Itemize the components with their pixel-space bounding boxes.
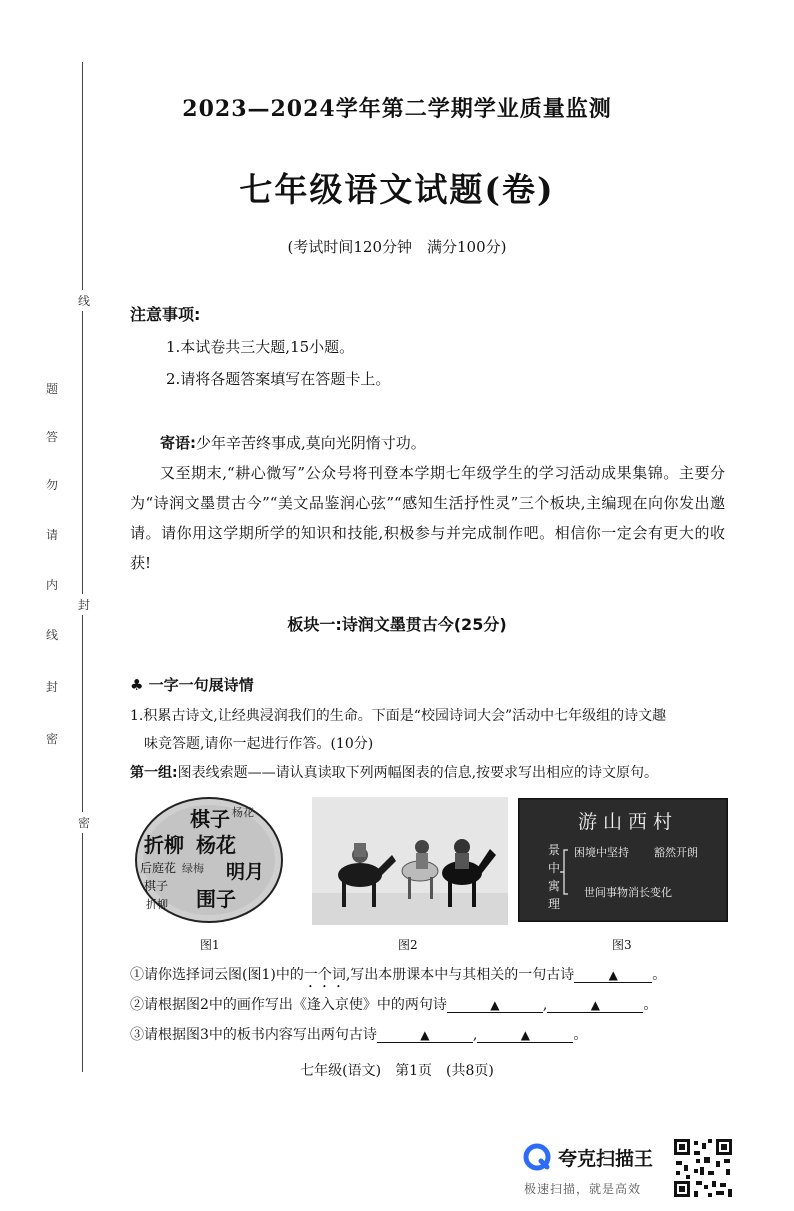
question-b-period: 。	[643, 997, 658, 1013]
binding-char-feng: 封	[78, 594, 90, 615]
board-left-char: 景	[548, 843, 561, 857]
board-left-char: 中	[548, 861, 561, 875]
exam-info: (考试时间120分钟 满分100分)	[287, 238, 507, 256]
board-title: 游山西村	[578, 811, 679, 833]
scanner-logo-icon	[522, 1142, 552, 1172]
wordcloud-word: 围子	[196, 887, 236, 911]
binding-vertical-char: 密	[46, 732, 59, 746]
binding-vertical-char: 勿	[46, 478, 59, 492]
board-line1: 困境中坚持	[574, 846, 629, 859]
question-b-text: ②请根据图2中的画作写出《逢入京使》中的两句诗	[130, 997, 447, 1013]
binding-char-mi: 密	[78, 812, 90, 833]
answer-blank[interactable]	[477, 1027, 573, 1043]
question-1	[130, 702, 730, 758]
exam-title: 七年级语文试题(卷)	[239, 170, 555, 209]
group-1-text: 图表线索题——请认真读取下列两幅图表的信息,按要求写出相应的诗文原句。	[177, 765, 659, 781]
wordcloud-word: 折柳	[146, 898, 168, 911]
answer-blank[interactable]	[447, 997, 543, 1013]
answer-blank[interactable]	[574, 967, 652, 983]
question-a-pre: ①请你选择词云图(图1)中的	[130, 967, 304, 983]
question-a-period: 。	[652, 967, 667, 983]
wordcloud-word: 明月	[226, 861, 265, 883]
question-c-comma: ,	[472, 1027, 478, 1043]
motto-text: 少年辛苦终事成,莫向光阴惰寸功。	[196, 434, 426, 452]
binding-vertical-char: 线	[46, 628, 59, 642]
binding-line	[82, 62, 83, 1072]
figure-3-blackboard	[518, 798, 728, 922]
question-c-period: 。	[573, 1027, 588, 1043]
question-1-line1: 1.积累古诗文,让经典浸润我们的生命。下面是“校园诗词大会”活动中七年级组的诗文趣	[130, 708, 667, 724]
wordcloud-word: 棋子	[190, 807, 230, 831]
figure-1-caption: 图1	[200, 938, 220, 952]
group-1-label: 第一组:	[130, 765, 178, 781]
question-a-post: ,写出本册课本中与其相关的一句古诗	[345, 967, 575, 983]
question-1-b	[130, 994, 657, 1014]
section-title: 板块一:诗润文墨贯古今(25分)	[287, 615, 507, 634]
wordcloud-word: 折柳	[144, 833, 184, 857]
binding-char-xian: 线	[78, 290, 90, 311]
answer-blank[interactable]	[547, 997, 643, 1013]
question-1-a	[130, 964, 666, 991]
notice-item: 2.请将各题答案填写在答题卡上。	[166, 370, 391, 388]
board-line2: 世间事物消长变化	[584, 886, 672, 899]
board-left-char: 理	[548, 897, 561, 911]
wordcloud-word: 绿梅	[182, 862, 204, 875]
board-line1b: 豁然开朗	[654, 846, 698, 859]
figure-1-wordcloud	[134, 796, 284, 924]
question-c-text: ③请根据图3中的板书内容写出两句古诗	[130, 1027, 377, 1043]
wordcloud-word: 杨花	[196, 833, 236, 857]
motto-label: 寄语:	[160, 434, 196, 452]
triangle-marker: ▲	[590, 998, 600, 1012]
question-1-line2: 味竞答题,请你一起进行作答。(10分)	[144, 736, 374, 752]
triangle-marker: ▲	[420, 1028, 430, 1042]
notice-title: 注意事项:	[130, 305, 201, 324]
figure-2-painting	[312, 797, 508, 925]
brand-slogan: 极速扫描，就是高效	[524, 1182, 642, 1196]
intro-paragraph: 又至期末,“耕心微写”公众号将刊登本学期七年级学生的学习活动成果集锦。主要分为“诗润文墨贯古今”“美文品鉴润心弦”“感知生活抒性灵”三个板块,主编现在向你发出邀请。请你用这学期所学的知识和技能,积极参与并完成制作吧。相信你一定会有更大的收获!	[130, 464, 725, 572]
question-b-comma: ,	[542, 997, 548, 1013]
figure-3-caption: 图3	[612, 938, 632, 952]
page-footer: 七年级(语文) 第1页 (共8页)	[300, 1063, 494, 1079]
binding-vertical-char: 请	[46, 528, 59, 542]
question-1-c	[130, 1024, 587, 1044]
figure-2-caption: 图2	[398, 938, 418, 952]
exam-header-title: 2023—2024学年第二学期学业质量监测	[182, 96, 612, 122]
notice-item: 1.本试卷共三大题,15小题。	[166, 338, 355, 356]
board-left-char: 寓	[548, 879, 561, 893]
triangle-marker: ▲	[520, 1028, 530, 1042]
wordcloud-word: 杨花	[232, 806, 254, 819]
answer-blank[interactable]	[377, 1027, 473, 1043]
triangle-marker: ▲	[490, 998, 500, 1012]
question-a-dotted: 一个词	[303, 967, 346, 983]
brand-name: 夸克扫描王	[558, 1148, 654, 1170]
triangle-marker: ▲	[608, 968, 618, 982]
group-1	[130, 762, 750, 782]
sub-title: ♣ 一字一句展诗情	[130, 676, 254, 694]
binding-vertical-char: 封	[46, 680, 59, 694]
binding-vertical-char: 答	[46, 430, 59, 444]
motto	[160, 432, 426, 453]
qr-code-icon[interactable]	[672, 1137, 734, 1199]
binding-vertical-char: 内	[46, 578, 59, 592]
wordcloud-word: 后庭花	[140, 861, 177, 875]
wordcloud-word: 棋子	[144, 879, 169, 893]
binding-vertical-char: 题	[46, 382, 59, 396]
